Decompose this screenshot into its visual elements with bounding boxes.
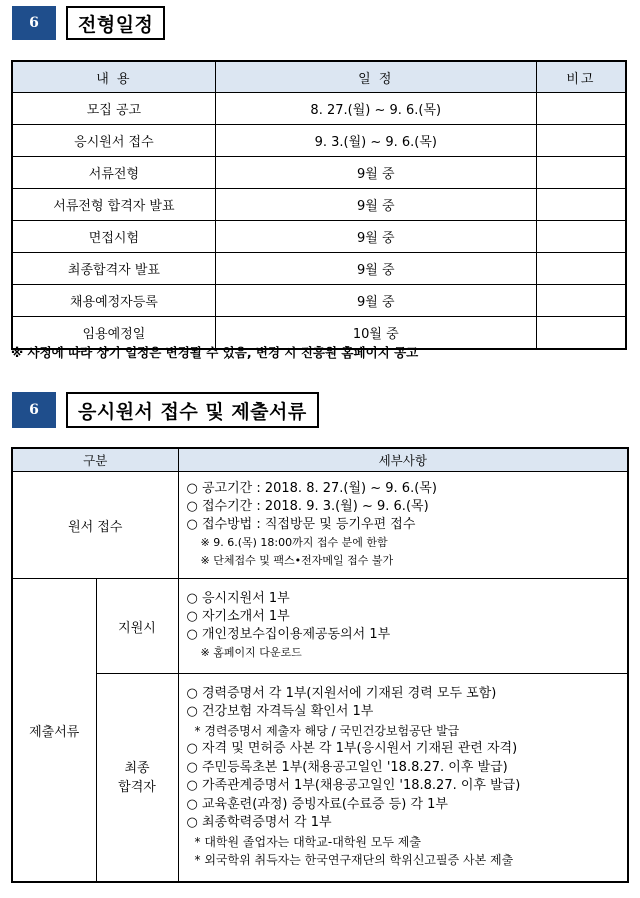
cell-schedule: 9월 중 [215, 157, 536, 189]
bullet-note: * 외국학위 취득자는 한국연구재단의 학위신고필증 사본 제출 [194, 853, 514, 867]
list-item: ○ 경력증명서 각 1부(지원서에 기재된 경력 모두 포함) [186, 685, 497, 701]
section-title: 응시원서 접수 및 제출서류 [66, 392, 319, 428]
note-item: ※ 단체접수 및 팩스•전자메일 접수 불가 [200, 553, 394, 567]
table-row [12, 93, 626, 125]
on-apply-row [12, 579, 628, 674]
cell-schedule: 9. 3.(월) ~ 9. 6.(목) [215, 125, 536, 157]
header-remark: 비고 [536, 61, 626, 93]
table-row [12, 285, 626, 317]
section-title: 전형일정 [66, 6, 165, 40]
section-header-schedule [12, 6, 165, 40]
table-row [12, 125, 626, 157]
header-details: 세부사항 [178, 448, 628, 472]
cell-schedule: 10월 중 [215, 317, 536, 350]
cell-content: 서류전형 [12, 157, 215, 189]
list-item: ○ 최종학력증명서 각 1부 [186, 815, 332, 830]
cell-schedule: 9월 중 [215, 221, 536, 253]
documents-table [11, 447, 629, 883]
cell-schedule: 8. 27.(월) ~ 9. 6.(목) [215, 93, 536, 125]
cell-content: 모집 공고 [12, 93, 215, 125]
table-row [12, 253, 626, 285]
final-label [96, 674, 178, 883]
bullet-note: * 경력증명서 제출자 해당 / 국민건강보험공단 발급 [194, 723, 460, 738]
section-header-documents [12, 392, 319, 428]
list-item: ○ 자기소개서 1부 [186, 608, 290, 624]
header-category: 구분 [12, 448, 178, 472]
section-number: 6 [12, 6, 56, 40]
cell-remark [536, 253, 626, 285]
cell-remark [536, 189, 626, 221]
schedule-note: ※ 사정에 따라 상기 일정은 변경될 수 있음, 변경 시 진흥원 홈페이지 공고 [11, 345, 419, 360]
list-item: ○ 건강보험 자격득실 확인서 1부 [186, 704, 374, 719]
note-item: ※ 홈페이지 다운로드 [200, 645, 302, 659]
cell-schedule: 9월 중 [215, 253, 536, 285]
cell-remark [536, 285, 626, 317]
on-apply-details [178, 579, 628, 674]
cell-remark [536, 317, 626, 350]
table-header-row [12, 448, 628, 472]
section-number: 6 [12, 392, 56, 428]
cell-content: 서류전형 합격자 발표 [12, 189, 215, 221]
cell-schedule: 9월 중 [215, 189, 536, 221]
final-label-line2: 합격자 [118, 779, 156, 795]
table-row [12, 221, 626, 253]
list-item: ○ 응시지원서 1부 [186, 590, 290, 606]
final-row [12, 674, 628, 883]
header-content: 내 용 [12, 61, 215, 93]
final-details [178, 674, 628, 883]
application-row [12, 472, 628, 579]
note-item: ※ 9. 6.(목) 18:00까지 접수 분에 한함 [200, 535, 388, 549]
cell-remark [536, 157, 626, 189]
cell-remark [536, 221, 626, 253]
list-item: ○ 공고기간 : 2018. 8. 27.(월) ~ 9. 6.(목) [186, 480, 437, 496]
application-details [178, 472, 628, 579]
cell-schedule: 9월 중 [215, 285, 536, 317]
cell-content: 최종합격자 발표 [12, 253, 215, 285]
list-item: ○ 주민등록초본 1부(채용공고일인 '18.8.27. 이후 발급) [186, 759, 508, 775]
list-item: ○ 자격 및 면허증 사본 각 1부(응시원서 기재된 관련 자격) [186, 741, 518, 756]
cell-remark [536, 93, 626, 125]
application-label: 원서 접수 [12, 472, 178, 579]
cell-content: 임용예정일 [12, 317, 215, 350]
table-header-row [12, 61, 626, 93]
header-schedule: 일 정 [215, 61, 536, 93]
list-item: ○ 접수방법 : 직접방문 및 등기우편 접수 [186, 516, 416, 532]
list-item: ○ 접수기간 : 2018. 9. 3.(월) ~ 9. 6.(목) [186, 498, 429, 514]
on-apply-label: 지원시 [96, 579, 178, 674]
bullet-note: * 대학원 졸업자는 대학교-대학원 모두 제출 [194, 834, 421, 849]
table-row [12, 157, 626, 189]
cell-content: 면접시험 [12, 221, 215, 253]
cell-content: 채용예정자등록 [12, 285, 215, 317]
list-item: ○ 개인정보수집이용제공동의서 1부 [186, 626, 391, 642]
cell-content: 응시원서 접수 [12, 125, 215, 157]
final-label-line1: 최종 [124, 760, 150, 776]
cell-remark [536, 125, 626, 157]
schedule-table [11, 60, 627, 350]
list-item: ○ 가족관계증명서 1부(채용공고일인 '18.8.27. 이후 발급) [186, 778, 521, 793]
list-item: ○ 교육훈련(과정) 증빙자료(수료증 등) 각 1부 [186, 796, 448, 812]
table-row [12, 189, 626, 221]
submission-label: 제출서류 [12, 579, 96, 883]
